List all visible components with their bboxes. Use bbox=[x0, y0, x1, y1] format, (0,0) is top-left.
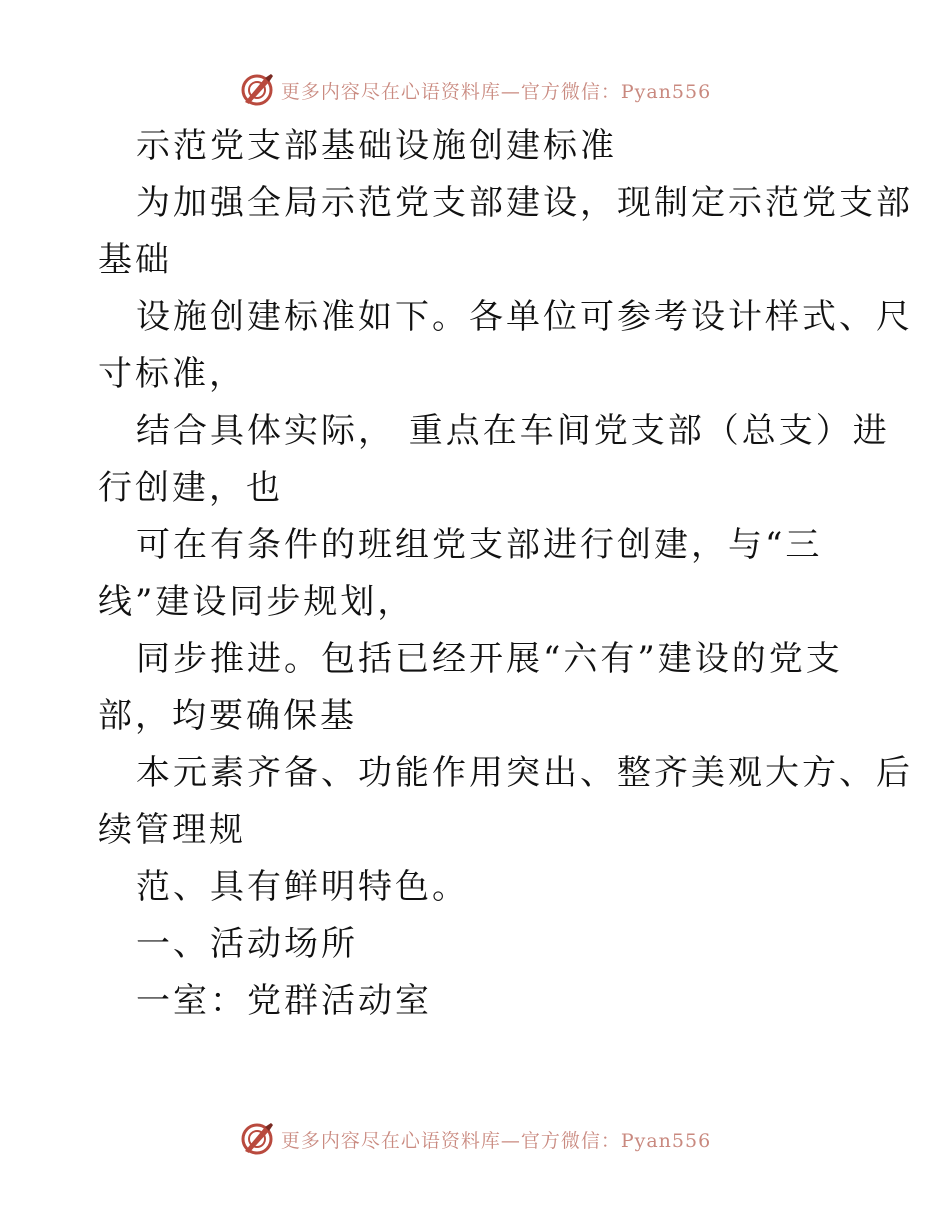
document-body bbox=[98, 118, 913, 1030]
paragraph-line: 寸标准， bbox=[98, 354, 246, 394]
pen-logo-icon bbox=[239, 1121, 275, 1157]
footer-banner bbox=[0, 1119, 950, 1159]
paragraph-line: 可在有条件的班组党支部进行创建，与“三 bbox=[136, 525, 823, 565]
paragraph-line: 线”建设同步规划， bbox=[98, 582, 415, 622]
paragraph-line: 设施创建标准如下。各单位可参考设计样式、尺 bbox=[136, 297, 913, 337]
paragraph-line: 范、具有鲜明特色。 bbox=[136, 867, 469, 907]
paragraph-line: 为加强全局示范党支部建设，现制定示范党支部 bbox=[136, 183, 913, 223]
paragraph-line: 续管理规 bbox=[98, 810, 246, 850]
pen-logo-icon bbox=[239, 72, 275, 108]
section-heading: 一、活动场所 bbox=[136, 924, 358, 964]
document-title: 示范党支部基础设施创建标准 bbox=[136, 126, 617, 166]
paragraph-line: 结合具体实际， 重点在车间党支部（总支）进 bbox=[136, 411, 890, 451]
paragraph-line: 行创建，也 bbox=[98, 468, 283, 508]
paragraph-line: 基础 bbox=[98, 240, 172, 280]
paragraph-line: 部，均要确保基 bbox=[98, 696, 357, 736]
paragraph-line: 同步推进。包括已经开展“六有”建设的党支 bbox=[136, 639, 843, 679]
header-banner bbox=[0, 70, 950, 110]
paragraph-line: 本元素齐备、功能作用突出、整齐美观大方、后 bbox=[136, 753, 913, 793]
subsection-heading: 一室：党群活动室 bbox=[136, 981, 432, 1021]
header-banner-text: 更多内容尽在心语资料库—官方微信：Pyan556 bbox=[280, 80, 712, 103]
footer-banner-text: 更多内容尽在心语资料库—官方微信：Pyan556 bbox=[280, 1129, 712, 1152]
